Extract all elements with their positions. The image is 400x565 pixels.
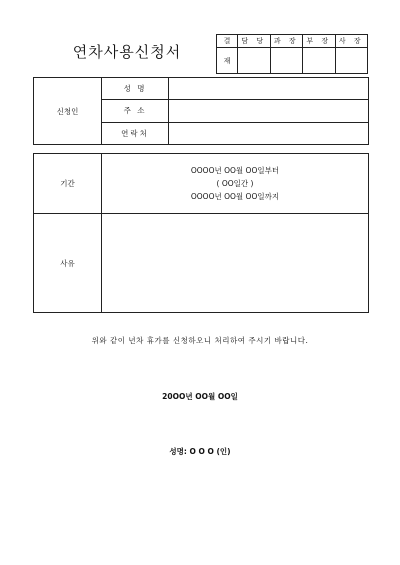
approval-side-label-top: 결 — [217, 35, 238, 48]
period-label: 기간 — [34, 154, 102, 214]
contact-label: 연락처 — [102, 122, 169, 144]
approval-header-president: 사 장 — [335, 35, 368, 48]
address-label: 주 소 — [102, 100, 169, 122]
address-field[interactable] — [169, 100, 369, 122]
approval-stamp-box-section-chief[interactable] — [270, 48, 303, 74]
approval-header-staff: 담 당 — [238, 35, 271, 48]
reason-label: 사유 — [34, 214, 102, 313]
approval-table — [216, 34, 368, 74]
signature-line: 성명: O O O (인) — [169, 447, 231, 456]
approval-header-section-chief: 과 장 — [270, 35, 303, 48]
period-days: ( OO일간 ) — [216, 179, 254, 188]
approval-stamp-box-president[interactable] — [335, 48, 368, 74]
date-line: 20OO년 OO월 OO일 — [162, 392, 238, 401]
name-label: 성 명 — [102, 78, 169, 100]
name-field[interactable] — [169, 78, 369, 100]
period-to: OOOO년 OO월 OO일까지 — [190, 192, 280, 201]
applicant-table — [33, 77, 369, 145]
request-table — [33, 153, 369, 313]
approval-header-department-head: 부 장 — [303, 35, 336, 48]
request-statement: 위와 같이 년차 휴가를 신청하오니 처리하여 주시기 바랍니다. — [91, 336, 309, 345]
approval-stamp-box-staff[interactable] — [238, 48, 271, 74]
period-from: OOOO년 OO월 OO일부터 — [190, 166, 280, 175]
approval-side-label-bottom: 재 — [217, 48, 238, 74]
approval-stamp-box-department-head[interactable] — [303, 48, 336, 74]
applicant-group-label: 신청인 — [34, 78, 102, 145]
document-title: 연차사용신청서 — [72, 43, 182, 61]
contact-field[interactable] — [169, 122, 369, 144]
reason-field[interactable] — [102, 214, 369, 313]
period-field[interactable] — [102, 154, 369, 214]
